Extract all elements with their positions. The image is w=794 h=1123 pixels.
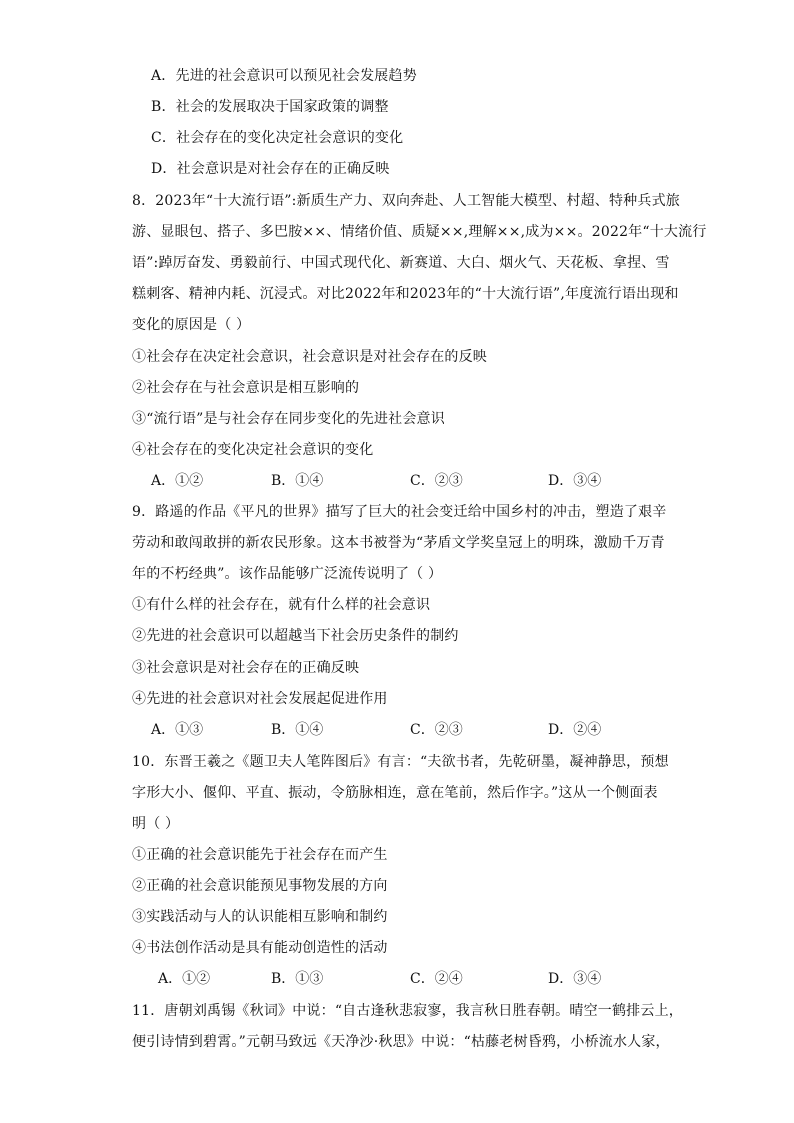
q8-choice-b: B．①④ xyxy=(271,473,324,489)
q8-item-4: ④社会存在的变化决定社会意识的变化 xyxy=(132,442,374,458)
q10-stem-line: 字形大小、偃仰、平直、振动，令筋脉相连，意在笔前，然后作字。”这从一个侧面表 xyxy=(132,785,658,801)
q8-choice-c: C．②③ xyxy=(410,473,463,489)
q9-stem-line: 劳动和敢闯敢拼的新农民形象。这本书被誉为“茅盾文学奖皇冠上的明珠，激励千万青 xyxy=(132,535,665,551)
q10-stem-line: 明（ ） xyxy=(132,816,180,832)
q10-choice-d: D．③④ xyxy=(548,971,602,987)
q10-item-2: ②正确的社会意识能预见事物发展的方向 xyxy=(132,878,388,894)
q8-item-3: ③“流行语”是与社会存在同步变化的先进社会意识 xyxy=(132,411,445,427)
q9-choice-c: C．②③ xyxy=(410,722,463,738)
q9-item-1: ①有什么样的社会存在，就有什么样的社会意识 xyxy=(132,597,431,613)
q8-item-1: ①社会存在决定社会意识，社会意识是对社会存在的反映 xyxy=(132,349,487,365)
q7-option-a: A．先进的社会意识可以预见社会发展趋势 xyxy=(151,68,417,84)
q8-stem-line: 游、显眼包、搭子、多巴胺××、情绪价值、质疑××,理解××,成为××。2022年“十大流行 xyxy=(132,224,707,240)
q9-item-4: ④先进的社会意识对社会发展起促进作用 xyxy=(132,691,388,707)
q7-option-b: B．社会的发展取决于国家政策的调整 xyxy=(151,99,389,115)
q7-option-c: C．社会存在的变化决定社会意识的变化 xyxy=(151,130,404,146)
q11-stem-line: 11．唐朝刘禹锡《秋词》中说：“自古逢秋悲寂寥，我言秋日胜春朝。晴空一鹤排云上， xyxy=(132,1003,683,1019)
q10-stem-line: 10．东晋王羲之《题卫夫人笔阵图后》有言：“夫欲书者，先乾研墨，凝神静思，预想 xyxy=(132,754,669,770)
q8-stem-line: 糕刺客、精神内耗、沉浸式。对比2022年和2023年的“十大流行语”,年度流行语出现和 xyxy=(132,286,679,302)
q10-choice-a: A．①② xyxy=(158,971,211,987)
q9-item-3: ③社会意识是对社会存在的正确反映 xyxy=(132,660,360,676)
q10-item-1: ①正确的社会意识能先于社会存在而产生 xyxy=(132,847,388,863)
q8-choice-d: D．③④ xyxy=(548,473,602,489)
q10-item-3: ③实践活动与人的认识能相互影响和制约 xyxy=(132,909,388,925)
q10-item-4: ④书法创作活动是具有能动创造性的活动 xyxy=(132,940,388,956)
q8-stem-line: 8．2023年“十大流行语”:新质生产力、双向奔赴、人工智能大模型、村超、特种兵式旅 xyxy=(132,193,680,209)
q10-choice-b: B．①③ xyxy=(271,971,324,987)
q9-stem-line: 年的不朽经典”。该作品能够广泛流传说明了（ ） xyxy=(132,566,443,582)
q9-choice-a: A．①③ xyxy=(151,722,204,738)
q8-item-2: ②社会存在与社会意识是相互影响的 xyxy=(132,380,360,396)
q8-stem-line: 语”:踔厉奋发、勇毅前行、中国式现代化、新赛道、大白、烟火气、天花板、拿捏、雪 xyxy=(132,255,670,271)
q9-choice-b: B．①④ xyxy=(271,722,324,738)
q9-stem-line: 9．路遥的作品《平凡的世界》描写了巨大的社会变迁给中国乡村的冲击，塑造了艰辛 xyxy=(132,504,667,520)
q9-choice-d: D．②④ xyxy=(548,722,602,738)
q8-choice-a: A．①② xyxy=(151,473,204,489)
q10-choice-c: C．②④ xyxy=(410,971,463,987)
q11-stem-line: 便引诗情到碧霄。”元朝马致远《天净沙·秋思》中说：“枯藤老树昏鸦，小桥流水人家， xyxy=(132,1034,670,1050)
q7-option-d: D．社会意识是对社会存在的正确反映 xyxy=(151,161,390,177)
q9-item-2: ②先进的社会意识可以超越当下社会历史条件的制约 xyxy=(132,628,459,644)
q8-stem-line: 变化的原因是（ ） xyxy=(132,317,251,333)
